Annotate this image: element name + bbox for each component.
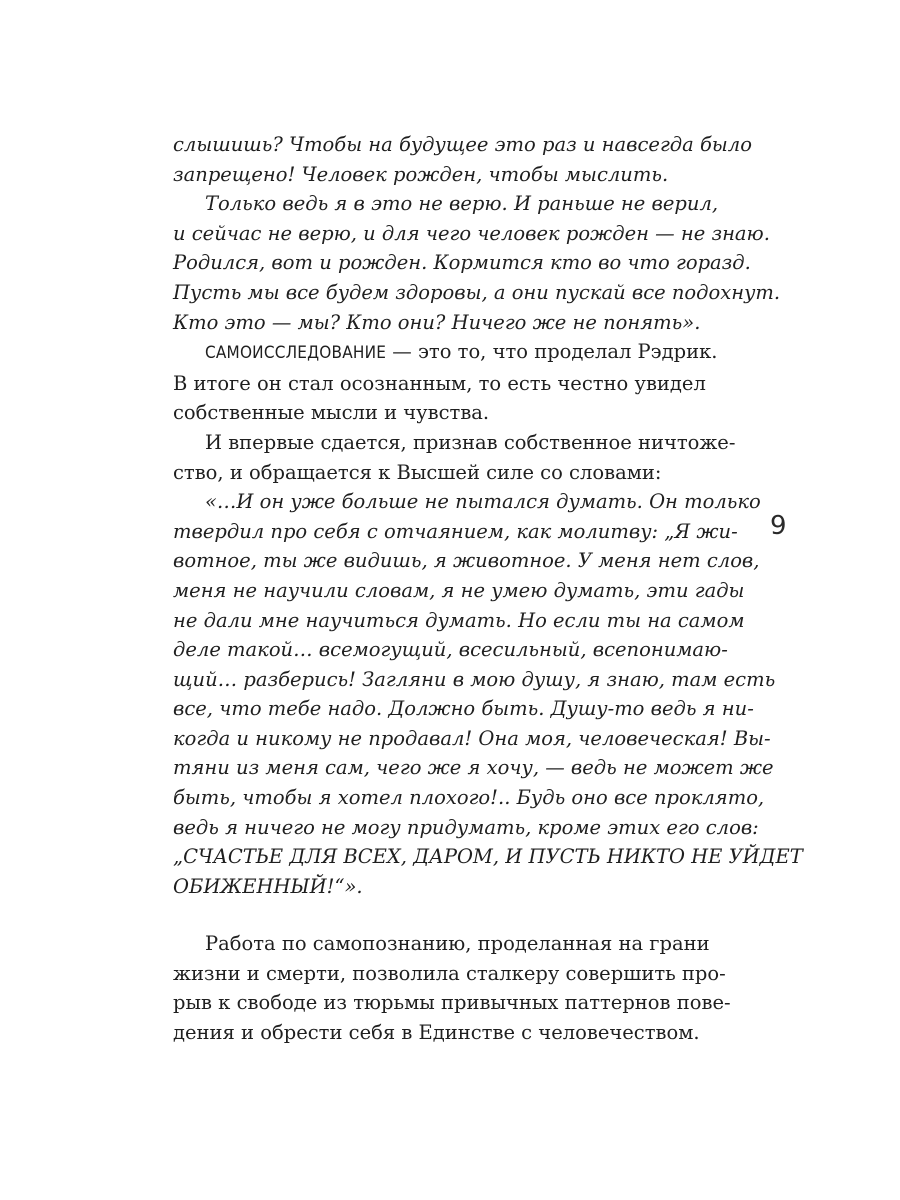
text-line: и сейчас не верю, и для чего человек рожден — не знаю. xyxy=(173,221,770,245)
text-line: слышишь? Чтобы на будущее это раз и навсегда было xyxy=(173,133,752,156)
quote-line: „СЧАСТЬЕ ДЛЯ ВСЕХ, ДАРОМ, И ПУСТЬ НИКТО НЕ УЙДЕТ xyxy=(173,845,803,869)
quote-line: меня не научили словам, я не умею думать, эти гады xyxy=(173,578,745,602)
quote-line: все, что тебе надо. Должно быть. Душу-то ведь я ни- xyxy=(173,697,754,721)
text-line: Кто это — мы? Кто они? Ничего же не понять». xyxy=(173,310,701,334)
text-line: Пусть мы все будем здоровы, а они пускай все подохнут. xyxy=(173,280,781,304)
text-line: рыв к свободе из тюрьмы привычных паттернов пове- xyxy=(173,991,731,1015)
text-line: дения и обрести себя в Единстве с человечеством. xyxy=(173,1020,700,1044)
text-line: ство, и обращается к Высшей силе со словами: xyxy=(173,460,662,484)
text-line: В итоге он стал осознанным, то есть честно увидел xyxy=(173,371,706,395)
text-line: Родился, вот и рожден. Кормится кто во что горазд. xyxy=(173,251,751,275)
highlighted-term: САМОИССЛЕДОВАНИЕ xyxy=(205,343,387,364)
page-number: 9 xyxy=(770,511,787,541)
main-text-block xyxy=(173,130,803,901)
quote-line: «…И он уже больше не пытался думать. Он только xyxy=(205,490,761,514)
quote-line: ОБИЖЕННЫЙ!“». xyxy=(173,874,363,898)
quote-line: не дали мне научиться думать. Но если ты на самом xyxy=(173,608,745,632)
quote-line: вотное, ты же видишь, я животное. У меня нет слов, xyxy=(173,549,760,573)
quote-line: когда и никому не продавал! Она моя, человеческая! Вы- xyxy=(173,726,771,750)
text-line: жизни и смерти, позволила сталкеру совершить про- xyxy=(173,961,726,985)
closing-paragraph xyxy=(173,929,731,1047)
quote-line: тяни из меня сам, чего же я хочу, — ведь не может же xyxy=(173,756,774,780)
text-line: И впервые сдается, признав собственное ничтоже- xyxy=(205,430,736,454)
text-line xyxy=(173,337,718,369)
text-line: собственные мысли и чувства. xyxy=(173,401,490,425)
text-fragment: — это то, что проделал Рэдрик. xyxy=(386,340,718,364)
quote-line: щий… разберись! Загляни в мою душу, я знаю, там есть xyxy=(173,667,776,691)
text-line: Только ведь я в это не верю. И раньше не верил, xyxy=(205,192,719,216)
quote-line: ведь я ничего не могу придумать, кроме этих его слов: xyxy=(173,815,759,839)
quote-line: твердил про себя с отчаянием, как молитву: „Я жи- xyxy=(173,519,738,543)
quote-line: деле такой… всемогущий, всесильный, всепонимаю- xyxy=(173,638,728,662)
quote-line: быть, чтобы я хотел плохого!.. Будь оно все проклято, xyxy=(173,786,765,810)
text-line: Работа по самопознанию, проделанная на грани xyxy=(205,932,710,955)
text-line: запрещено! Человек рожден, чтобы мыслить. xyxy=(173,162,669,186)
